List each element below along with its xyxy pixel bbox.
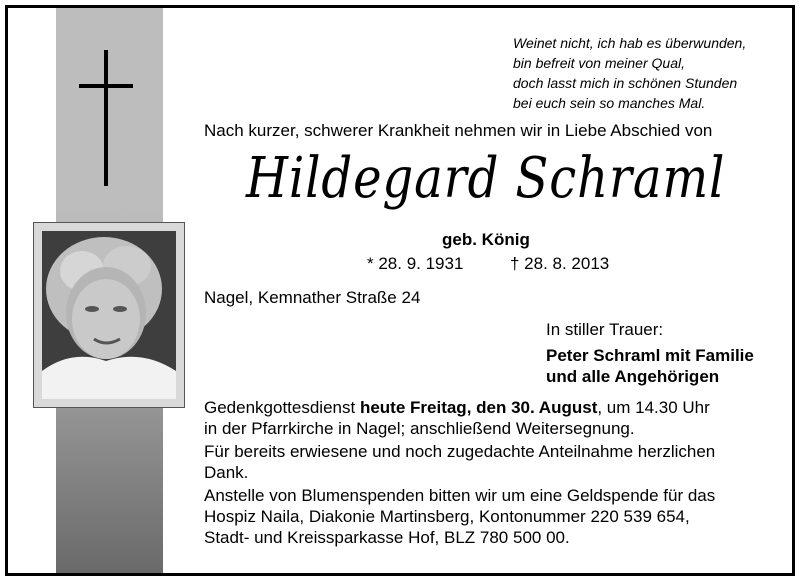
portrait-photo xyxy=(42,231,176,399)
donation-line-1: Anstelle von Blumenspenden bitten wir um eine Geldspende für das xyxy=(204,486,716,505)
mourners xyxy=(546,345,754,387)
poem-line: bin befreit von meiner Qual, xyxy=(513,55,685,71)
thanks-line-2: Dank. xyxy=(204,463,249,482)
donation-paragraph xyxy=(204,485,778,548)
portrait-image xyxy=(42,231,176,399)
death-date: † 28. 8. 2013 xyxy=(510,254,610,273)
obituary-frame xyxy=(5,5,795,576)
address: Nagel, Kemnather Straße 24 xyxy=(204,288,421,307)
service-paragraph xyxy=(204,397,778,439)
mourner-line: und alle Angehörigen xyxy=(546,367,720,386)
deceased-name: Hildegard Schraml xyxy=(246,146,726,211)
portrait-frame xyxy=(33,222,185,408)
service-prefix: Gedenkgottesdienst xyxy=(204,398,360,417)
service-time: , um 14.30 Uhr xyxy=(597,398,710,417)
service-date: heute Freitag, den 30. August xyxy=(359,398,598,417)
mourner-line: Peter Schraml mit Familie xyxy=(546,346,754,365)
cross-icon-bar xyxy=(79,84,133,88)
poem-line: bei euch sein so manches Mal. xyxy=(513,95,706,111)
thanks-paragraph xyxy=(204,441,778,483)
service-line-2: in der Pfarrkirche in Nagel; anschließend Weitersegnung. xyxy=(204,419,635,438)
donation-line-2: Hospiz Naila, Diakonie Martinsberg, Kontonummer 220 539 654, xyxy=(204,507,690,526)
thanks-line-1: Für bereits erwiesene und noch zugedachte Anteilnahme herzlichen xyxy=(204,442,716,461)
service-line-1 xyxy=(204,397,778,418)
poem xyxy=(513,33,746,113)
poem-line: doch lasst mich in schönen Stunden xyxy=(513,75,738,91)
cross-icon xyxy=(104,50,108,186)
poem-line: Weinet nicht, ich hab es überwunden, xyxy=(513,35,747,51)
birth-name: geb. König xyxy=(442,230,530,249)
intro-text: Nach kurzer, schwerer Krankheit nehmen wir in Liebe Abschied von xyxy=(204,121,713,140)
donation-line-3: Stadt- und Kreissparkasse Hof, BLZ 780 500 00. xyxy=(204,528,570,547)
birth-date: * 28. 9. 1931 xyxy=(367,254,464,273)
mourning-label: In stiller Trauer: xyxy=(546,320,664,339)
